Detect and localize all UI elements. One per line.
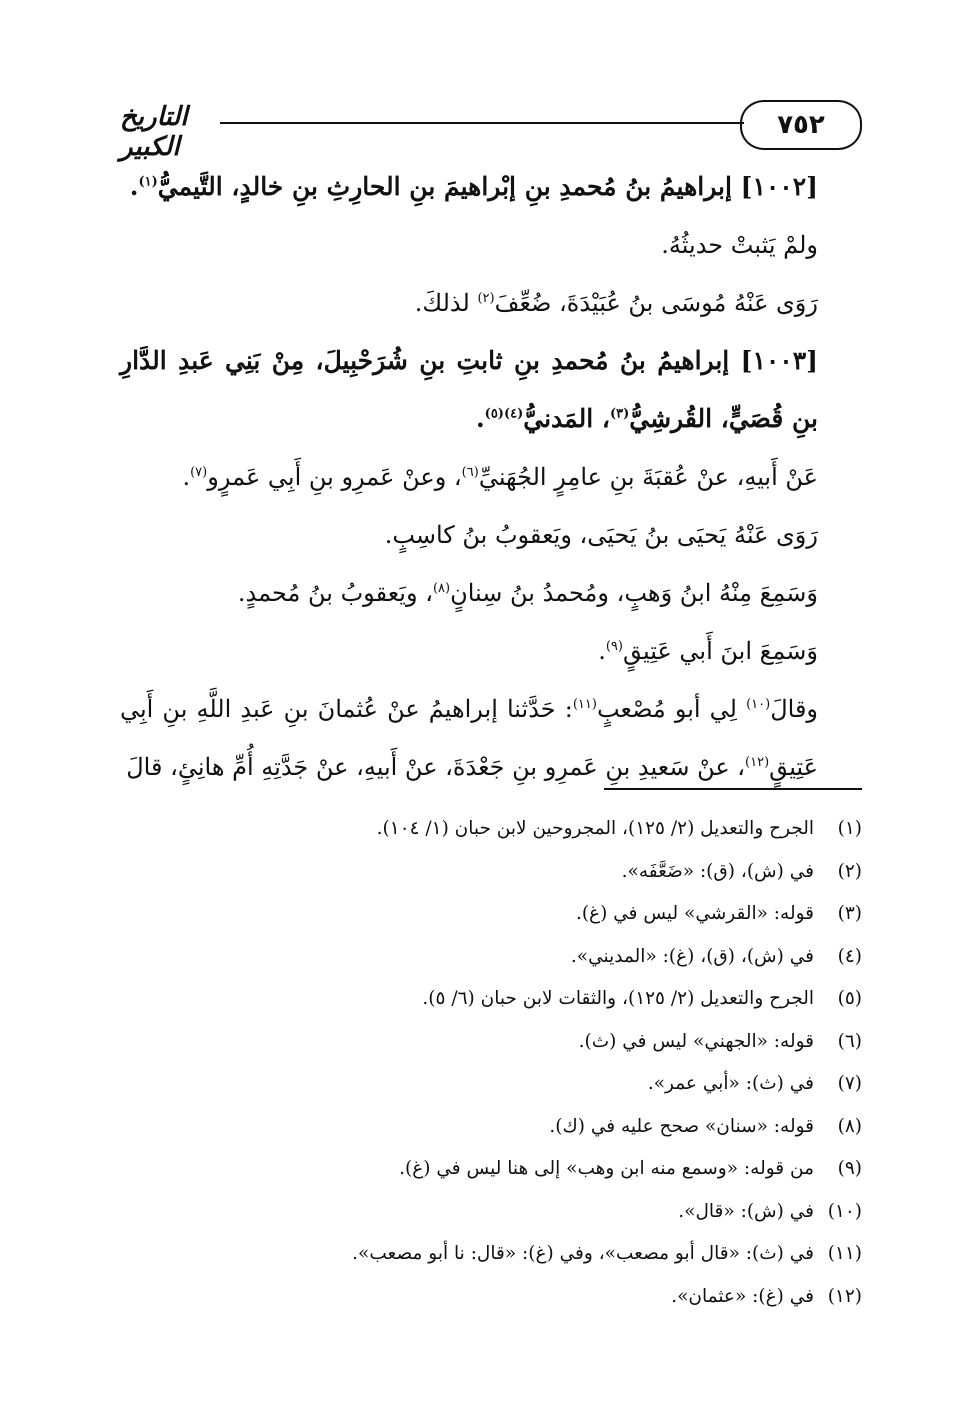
entry-1002-heading: [١٠٠٢] إبراهيمُ بنُ مُحمدِ بنِ إبْراهيمَ بنِ الحارِثِ بنِ خالدٍ، التَّيميُّ$^{(١)}$. [129,172,818,201]
footnote-text: في (ش): «قال». [678,1200,814,1222]
footnote-item [120,1191,862,1234]
footnote-item [120,1148,862,1191]
footnote-number: (١١) [827,1243,862,1264]
entry-1002-narrators [120,274,862,332]
footnote-number: (١٠) [827,1200,862,1222]
narrator-text: رَوَى عَنْهُ مُوسَى بنُ عُبَيْدَةَ، ضُعِّفَ [494,289,818,317]
text-span: : حَدَّثنا إبراهيمُ عنْ عُثمانَ بنِ عَبدِ اللَّهِ بنِ أَبِي عَتِيقٍ [120,695,818,781]
footnote-text: من قوله: «وسمع منه ابن وهب» إلى هنا ليس في (غ). [399,1158,814,1179]
text-span: وَسَمِعَ مِنْهُ ابنُ وَهبٍ، ومُحمدُ بنُ سِنانٍ [450,579,818,607]
footnote-number: (١٢) [827,1285,862,1307]
narrator-text-end: لذلكَ. [414,289,478,317]
entry-1002-line: ولمْ يَثبتْ حديثُهُ. [661,231,818,259]
text-span: ، وعنْ عَمرِو بنِ أَبِي عَمرٍو [207,463,462,491]
footnote-number: (٥) [837,988,862,1009]
entry-1003-line-a: عَنْ أَبيهِ، عنْ عُقبَةَ بنِ عامِرٍ الجُهَنيِّ$^{(٦)}$، وعنْ عَمرِو بنِ أَبِي عَمرٍو$^{(٧)}$. [182,463,818,491]
page-number: ٧٥٢ [777,110,825,140]
text-span: عَنْ أَبيهِ، عنْ عُقبَةَ بنِ عامِرٍ الجُهَنيِّ [478,463,818,491]
main-text [120,158,862,796]
entry-1003-name: [١٠٠٣] إبراهيمُ بنُ مُحمدِ بنِ ثابتِ بنِ شُرَحْبِيلَ، مِنْ بَنِي عَبدِ الدَّارِ بنِ قُصَيٍّ، القُرشِيُّ [120,346,818,433]
footnote-ref: (١٢) [745,755,770,770]
footnote-number: (٦) [837,1030,862,1052]
footnote-item [120,1021,862,1064]
footnote-number: (٨) [837,1115,862,1137]
footnote-item [120,978,862,1021]
footnote-text: في (ث): «أبي عمر». [647,1073,814,1094]
header-rule [220,122,744,124]
footnote-text: قوله: «القرشي» ليس في (غ). [575,903,814,924]
footnote-ref: (٩) [605,639,623,654]
footnote-ref: (٨) [432,581,451,596]
footnote-item [120,1233,862,1276]
footnote-number: (١) [837,818,862,839]
page-header [120,100,862,162]
footnote-text: الجرح والتعديل (٢/ ١٢٥)، المجروحين لابن حبان (١/ ١٠٤). [376,818,814,839]
page-number-badge [740,100,862,150]
entry-1003-nisba: ، المَدنيُّ [523,404,610,433]
footnote-ref: (٦) [461,465,479,480]
footnotes-list [120,808,862,1318]
entry-1003-line-e [120,680,862,796]
entry-1002-name: [١٠٠٢] إبراهيمُ بنُ مُحمدِ بنِ إبْراهيمَ بنِ الحارِثِ بنِ خالدٍ، التَّيميُّ [157,172,818,201]
footnote-ref: (١١) [572,697,597,712]
footnote-ref: (١) [138,174,158,190]
footnote-text: في (ث): «قال أبو مصعب»، وفي (غ): «قال: نا أبو مصعب». [352,1243,814,1264]
entry-1003-line-c [120,564,862,622]
text-span: وَسَمِعَ ابنَ أَبي عَتِيقٍ [622,637,818,665]
footnote-text: قوله: «سنان» صحح عليه في (ك). [549,1115,814,1137]
text-span: ، عنْ سَعيدِ بنِ عَمرِو بنِ جَعْدَةَ، عنْ أَبيهِ، عنْ جَدَّتِهِ أُمِّ هانِئٍ، قالَ [126,753,746,781]
footnote-number: (٩) [837,1158,862,1179]
text-span: لِي أبو مُصْعبٍ [596,695,747,723]
footnote-item [120,808,862,851]
footnote-ref: (٤)(٥) [484,406,524,422]
footnote-item [120,851,862,894]
entry-1003-heading: [١٠٠٣] إبراهيمُ بنُ مُحمدِ بنِ ثابتِ بنِ شُرَحْبِيلَ، مِنْ بَنِي عَبدِ الدَّارِ بنِ قُصَيٍّ، القُرشِيُّ$^{(٣)}$، المَدنيُّ$^{(٤)(٥)}$. [120,346,818,433]
footnote-text: في (ش)، (ق): «ضَعَّفَه». [621,860,814,882]
footnote-number: (٤) [837,945,862,967]
footnote-text: قوله: «الجهني» ليس في (ث). [578,1030,814,1052]
text-span: ، ويَعقوبُ بنُ مُحمدٍ. [237,579,433,607]
entry-1003-line-d: وَسَمِعَ ابنَ أَبي عَتِيقٍ$^{(٩)}$. [598,637,818,665]
text-span: وقالَ [770,695,818,723]
footnote-ref: (٢) [477,291,495,306]
footnote-ref: (١٠) [746,697,771,712]
footnote-item [120,1276,862,1319]
entry-1003-line-b: رَوَى عَنْهُ يَحيَى بنُ يَحيَى، ويَعقوبُ بنُ كاسِبٍ. [384,521,818,549]
footnote-item [120,1063,862,1106]
footnote-item [120,936,862,979]
book-title: التاريخ الكبير [120,102,188,162]
footnote-item [120,1106,862,1149]
footnote-text: الجرح والتعديل (٢/ ١٢٥)، والثقات لابن حبان (٦/ ٥). [422,988,814,1009]
footnote-text: في (ش)، (ق)، (غ): «المديني». [570,945,814,967]
footnote-divider [604,788,862,790]
footnote-number: (٣) [837,903,862,924]
footnote-number: (٧) [837,1073,862,1094]
footnote-number: (٢) [837,860,862,882]
footnote-ref: (٣) [609,406,630,422]
footnote-item [120,893,862,936]
footnote-text: في (غ): «عثمان». [671,1285,814,1307]
footnote-ref: (٧) [190,465,208,480]
